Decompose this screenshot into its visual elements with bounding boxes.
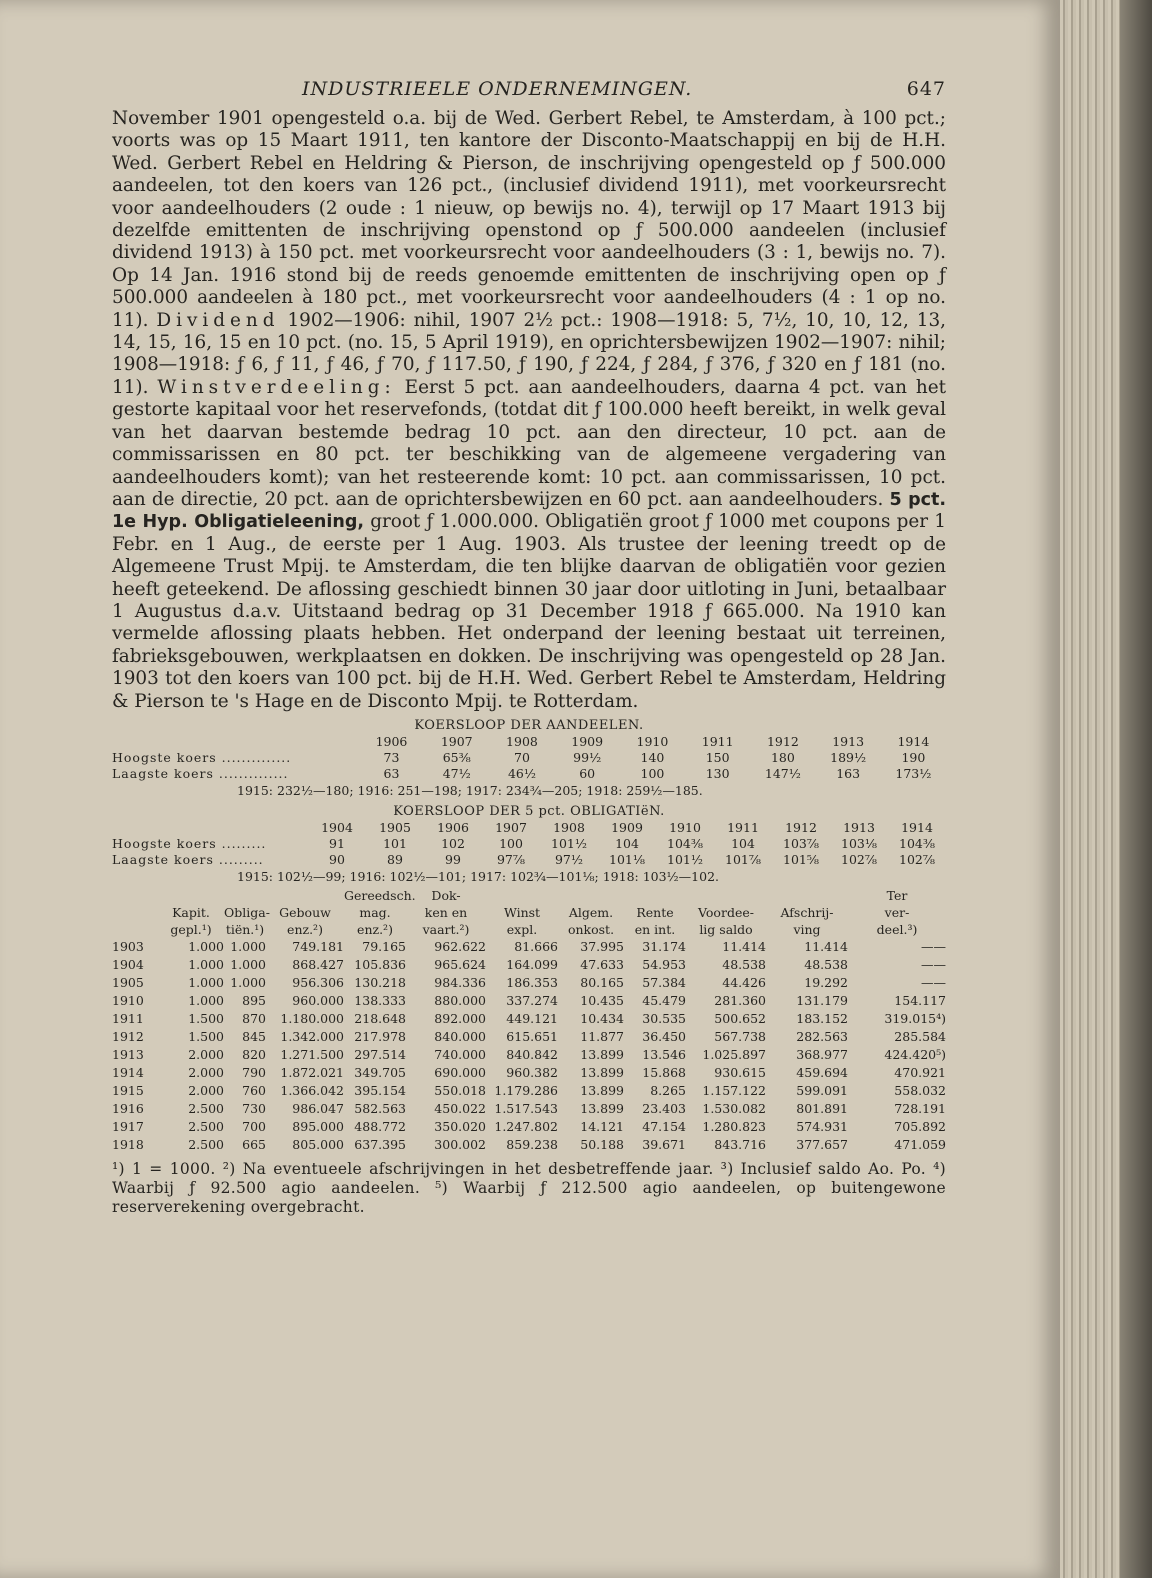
table-row: [112, 938, 946, 956]
table-cell: 48.538: [722, 956, 766, 972]
table-cell: 218.648: [354, 1010, 406, 1026]
table-cell: 47.154: [642, 1118, 686, 1134]
koersloop-aandeelen-summary: 1915: 232½—180; 1916: 251—198; 1917: 234¾—205; 1918: 259½—185.: [237, 782, 703, 798]
table-cell: 173½: [895, 765, 932, 781]
table-cell: 104⅜: [899, 835, 935, 851]
table-cell: 13.899: [580, 1100, 624, 1116]
table-cell: 749.181: [292, 938, 344, 954]
table-cell: 147½: [764, 765, 801, 781]
table-cell: 377.657: [796, 1136, 848, 1152]
column-header: Winst: [503, 904, 541, 920]
table-cell: 1.000: [230, 974, 266, 990]
table-cell: 1.342.000: [280, 1028, 344, 1044]
table-cell: 1.000: [188, 974, 224, 990]
year-cell: 1913: [843, 819, 875, 835]
table-cell: 700: [242, 1118, 266, 1134]
table-row: [112, 750, 946, 766]
table-cell: 97⅞: [496, 851, 526, 867]
table-header-row: [112, 904, 946, 921]
table-cell: 1.271.500: [280, 1046, 344, 1062]
koersloop-aandeelen-table: [112, 734, 946, 782]
table-cell: 285.584: [894, 1028, 946, 1044]
column-header: [112, 887, 158, 904]
table-cell: 960.382: [506, 1064, 558, 1080]
table-cell: 1.366.042: [280, 1082, 344, 1098]
table-cell: 986.047: [292, 1100, 344, 1116]
table-row: [112, 836, 946, 852]
body-text: [112, 108, 946, 713]
table-header-row: [112, 820, 946, 836]
year-cell: 1904: [112, 956, 144, 972]
table-cell: 574.931: [796, 1118, 848, 1134]
table-cell: 104⅜: [667, 835, 703, 851]
table-cell: 319.015⁴): [884, 1010, 946, 1026]
row-label: Hoogste koers .........: [112, 835, 267, 851]
table-cell: 13.899: [580, 1046, 624, 1062]
table-cell: 217.978: [354, 1028, 406, 1044]
year-cell: 1906: [375, 733, 408, 749]
table-cell: 190: [901, 749, 926, 765]
table-cell: 368.977: [796, 1046, 848, 1062]
table-cell: 870: [242, 1010, 266, 1026]
table-cell: 1.179.286: [494, 1082, 558, 1098]
year-cell: 1918: [112, 1136, 144, 1152]
table-cell: 960.000: [292, 992, 344, 1008]
table-row: [112, 1028, 946, 1046]
table-cell: 1.247.802: [494, 1118, 558, 1134]
year-cell: 1908: [506, 733, 538, 749]
row-label: Laagste koers .........: [112, 851, 264, 867]
table-cell: 895: [242, 992, 266, 1008]
table-cell: 100: [499, 835, 523, 851]
column-header: [624, 887, 686, 904]
table-cell: 73: [383, 749, 400, 765]
table-cell: 790: [242, 1064, 266, 1080]
koersloop-obligatien-summary: 1915: 102½—99; 1916: 102½—101; 1917: 102¾—101⅛; 1918: 103½—102.: [237, 868, 720, 884]
column-header: Algem.: [568, 904, 614, 920]
table-cell: 395.154: [354, 1082, 406, 1098]
table-row: [112, 1064, 946, 1082]
column-header: enz.²): [287, 921, 323, 937]
table-cell: 1.000: [188, 938, 224, 954]
table-cell: 1.500: [188, 1028, 224, 1044]
table-cell: 23.403: [642, 1100, 686, 1116]
table-cell: 11.414: [722, 938, 766, 954]
table-cell: 1.530.082: [702, 1100, 766, 1116]
table-row: [112, 956, 946, 974]
year-cell: 1911: [727, 819, 759, 835]
table-cell: 892.000: [434, 1010, 486, 1026]
table-row: [112, 974, 946, 992]
koersloop-aandeelen-caption: KOERSLOOP DER AANDEELEN.: [414, 717, 644, 733]
table-cell: 895.000: [292, 1118, 344, 1134]
year-cell: 1910: [636, 733, 669, 749]
table-cell: 11.414: [804, 938, 848, 954]
table-cell: 1.000: [230, 956, 266, 972]
obligatieleening-text: groot ƒ 1.000.000. Obligatiën groot ƒ 1000 met coupons per 1 Febr. en 1 Aug., de eerste per 1 Aug. 1903. Als trustee der leening treedt op de Algemeene Trust Mpij. te Amsterdam, die ten blijke daarvan de obligatiën voor gezien heeft geteekend. De aflossing geschiedt binnen 30 jaar door uitloting in Juni, betaalbaar 1 Augustus d.a.v. Uitstaand bedrag op 31 December 1918 ƒ 665.000. Na 1910 kan vermelde aflossing plaats hebben. Het onderpand der leening bestaat uit terreinen, fabrieksgebouwen, werkplaatsen en dokken. De inschrijving was opengesteld op 28 Jan. 1903 tot den koers van 100 pct. bij de H.H. Wed. Gerbert Rebel te Amsterdam, Heldring & Pierson te 's Hage en de Disconto Mpij. te Rotterdam.: [112, 511, 946, 712]
table-cell: 13.546: [642, 1046, 686, 1062]
table-cell: 740.000: [434, 1046, 486, 1062]
table-cell: ——: [921, 956, 946, 972]
winstverdeeling-label: Winstverdeeling:: [157, 376, 396, 398]
table-cell: 1.000: [188, 992, 224, 1008]
table-cell: 1.280.823: [702, 1118, 766, 1134]
table-cell: 730: [242, 1100, 266, 1116]
table-cell: 805.000: [292, 1136, 344, 1152]
table-cell: 183.152: [796, 1010, 848, 1026]
table-cell: 63: [383, 765, 400, 781]
column-header: [686, 887, 766, 904]
table-cell: 90: [329, 851, 345, 867]
table-cell: 189½: [830, 749, 867, 765]
table-cell: 154.117: [894, 992, 946, 1008]
table-cell: 19.292: [804, 974, 848, 990]
year-cell: 1916: [112, 1100, 144, 1116]
column-header: Ter: [886, 887, 908, 903]
table-header-row: [112, 921, 946, 938]
table-cell: 103⅛: [841, 835, 877, 851]
financial-results-table: [112, 887, 946, 1154]
table-row: [112, 1136, 946, 1154]
table-cell: 760: [242, 1082, 266, 1098]
koersloop-obligatien-caption: KOERSLOOP DER 5 pct. OBLIGATIëN.: [393, 803, 665, 819]
table-cell: 150: [705, 749, 730, 765]
table-cell: 50.188: [580, 1136, 624, 1152]
table-row: [112, 992, 946, 1010]
table-cell: 488.772: [354, 1118, 406, 1134]
table-cell: 567.738: [714, 1028, 766, 1044]
table-cell: 500.652: [714, 1010, 766, 1026]
year-cell: 1917: [112, 1118, 144, 1134]
table-row: [112, 1010, 946, 1028]
body-paragraph-issues: November 1901 opengesteld o.a. bij de Wed. Gerbert Rebel, te Amsterdam, à 100 pct.; voorts was op 15 Maart 1911, ten kantore der Disconto-Maatschappij en bij de H.H. Wed. Gerbert Rebel en Heldring & Pierson, de inschrijving opengesteld op ƒ 500.000 aandeelen, tot den koers van 126 pct., (inclusief dividend 1911), met voorkeursrecht voor aandeelhouders (2 oude : 1 nieuw, op bewijs no. 4), terwijl op 17 Maart 1913 bij dezelfde emittenten de inschrijving openstond op ƒ 500.000 aandeelen (inclusief dividend 1913) à 150 pct. met voorkeursrecht voor aandeelhouders (3 : 1, bewijs no. 7). Op 14 Jan. 1916 stond bij de reeds genoemde emittenten de inschrijving open op ƒ 500.000 aandeelen à 180 pct., met voorkeursrecht voor aandeelhouders (4 : 1 op no. 11).: [112, 108, 946, 331]
column-header: onkost.: [567, 921, 615, 937]
page-number: 647: [906, 78, 946, 100]
year-cell: 1913: [832, 733, 865, 749]
table-cell: 845: [242, 1028, 266, 1044]
table-cell: 281.360: [714, 992, 766, 1008]
table-cell: 868.427: [292, 956, 344, 972]
column-header: tiën.¹): [225, 921, 265, 937]
table-cell: 46½: [507, 765, 536, 781]
table-row: [112, 1046, 946, 1064]
table-cell: 637.395: [354, 1136, 406, 1152]
year-cell: 1912: [785, 819, 817, 835]
column-header: Dok-: [431, 887, 461, 903]
table-row: [112, 1118, 946, 1136]
column-header: Rente: [636, 904, 674, 920]
table-cell: 1.025.897: [702, 1046, 766, 1062]
year-cell: 1905: [379, 819, 411, 835]
column-header: gepl.¹): [170, 921, 212, 937]
table-cell: 859.238: [506, 1136, 558, 1152]
winstverdeeling-text: Eerst 5 pct. aan aandeelhouders, daarna 4 pct. van het gestorte kapitaal voor het reservefonds, (totdat dit ƒ 100.000 heeft bereikt, in welk geval van het daarvan bestemde bedrag 10 pct. aan den directeur, 10 pct. aan de commissarissen en 80 pct. ter beschikking van de algemeene vergadering van aandeelhouders komt); van het resteerende komt: 10 pct. aan commissarissen, 10 pct. aan de directie, 20 pct. aan de oprichtersbewijzen en 60 pct. aan aandeelhouders.: [112, 376, 946, 510]
table-cell: 180: [770, 749, 795, 765]
table-cell: 1.500: [188, 1010, 224, 1026]
table-cell: 65⅜: [442, 749, 471, 765]
table-cell: 100: [640, 765, 665, 781]
table-cell: 48.538: [804, 956, 848, 972]
column-header: mag.: [359, 904, 391, 920]
table-cell: 615.651: [506, 1028, 558, 1044]
table-cell: 14.121: [580, 1118, 624, 1134]
table-cell: 424.420⁵): [884, 1046, 946, 1062]
table-cell: 337.274: [506, 992, 558, 1008]
page-content: [112, 78, 946, 1217]
table-cell: 102: [441, 835, 465, 851]
table-cell: 101½: [551, 835, 587, 851]
table-cell: 81.666: [514, 938, 558, 954]
table-cell: 8.265: [650, 1082, 686, 1098]
column-header: expl.: [506, 921, 538, 937]
table-row: [112, 1100, 946, 1118]
table-cell: 2.500: [188, 1118, 224, 1134]
running-title: INDUSTRIEELE ONDERNEMINGEN.: [302, 78, 693, 100]
table-cell: 1.180.000: [280, 1010, 344, 1026]
table-cell: 10.434: [580, 1010, 624, 1026]
table-cell: 105.836: [354, 956, 406, 972]
table-cell: 130.218: [354, 974, 406, 990]
table-cell: 70: [514, 749, 530, 765]
table-cell: 820: [242, 1046, 266, 1062]
table-cell: 470.921: [894, 1064, 946, 1080]
dividend-text: 1902—1906: nihil, 1907 2½ pct.: 1908—1918: 5, 7½, 10, 10, 12, 13, 14, 15, 16, 15 en 10 pct. (no. 15, 5 April 1919), en oprichtersbewijzen 1902—1907: nihil; 1908—1918: ƒ 6, ƒ 11, ƒ 46, ƒ 70, ƒ 117.50, ƒ 190, ƒ 224, ƒ 284, ƒ 376, ƒ 320 en ƒ 181 (no. 11).: [112, 309, 946, 398]
table-cell: 1.000: [188, 956, 224, 972]
table-cell: 36.450: [642, 1028, 686, 1044]
table-cell: ——: [921, 938, 946, 954]
table-row: [112, 1082, 946, 1100]
table-cell: 1.517.543: [494, 1100, 558, 1116]
table-cell: 104: [731, 835, 755, 851]
table-cell: 843.716: [714, 1136, 766, 1152]
table-cell: 582.563: [354, 1100, 406, 1116]
table-cell: 450.022: [434, 1100, 486, 1116]
table-cell: 101⅞: [725, 851, 761, 867]
table-cell: 99: [445, 851, 461, 867]
year-cell: 1914: [112, 1064, 144, 1080]
table-cell: 101½: [667, 851, 703, 867]
table-cell: 930.615: [714, 1064, 766, 1080]
column-header: [486, 887, 558, 904]
table-cell: 186.353: [506, 974, 558, 990]
year-cell: 1903: [112, 938, 144, 954]
table-cell: 138.333: [354, 992, 406, 1008]
table-cell: 558.032: [894, 1082, 946, 1098]
table-cell: 2.500: [188, 1100, 224, 1116]
table-cell: 965.624: [434, 956, 486, 972]
year-cell: 1913: [112, 1046, 144, 1062]
year-cell: 1909: [571, 733, 604, 749]
table-cell: 1.872.021: [280, 1064, 344, 1080]
year-cell: 1908: [553, 819, 585, 835]
table-cell: 39.671: [642, 1136, 686, 1152]
table-cell: 2.500: [188, 1136, 224, 1152]
year-cell: 1904: [321, 819, 353, 835]
column-header: en int.: [634, 921, 676, 937]
table-cell: 962.622: [434, 938, 486, 954]
table-cell: 471.059: [894, 1136, 946, 1152]
year-cell: 1910: [112, 992, 144, 1008]
table-cell: 705.892: [894, 1118, 946, 1134]
year-cell: 1911: [701, 733, 734, 749]
table-cell: 10.435: [580, 992, 624, 1008]
table-cell: 37.995: [580, 938, 624, 954]
table-cell: ——: [921, 974, 946, 990]
column-header: Obliga-: [224, 904, 270, 920]
column-header: Gebouw: [279, 904, 331, 920]
column-header: [112, 921, 158, 938]
table-cell: 2.000: [188, 1082, 224, 1098]
table-cell: 97½: [554, 851, 584, 867]
table-cell: 840.842: [506, 1046, 558, 1062]
table-cell: 99½: [573, 749, 602, 765]
table-cell: 300.002: [434, 1136, 486, 1152]
table-row: [112, 766, 946, 782]
table-cell: 79.165: [362, 938, 406, 954]
column-header: lig saldo: [699, 921, 753, 937]
column-header: Voordee-: [698, 904, 754, 920]
row-label: Laagste koers ..............: [112, 765, 289, 781]
column-header: [266, 887, 344, 904]
row-label: Hoogste koers ..............: [112, 749, 292, 765]
column-header: ver-: [884, 904, 910, 920]
table-cell: 1.157.122: [702, 1082, 766, 1098]
table-cell: 801.891: [796, 1100, 848, 1116]
year-cell: 1912: [112, 1028, 144, 1044]
table-cell: 101: [383, 835, 407, 851]
table-cell: 297.514: [354, 1046, 406, 1062]
year-cell: 1911: [112, 1010, 144, 1026]
table-cell: 665: [242, 1136, 266, 1152]
table-cell: 11.877: [580, 1028, 624, 1044]
dividend-label: Dividend: [156, 309, 280, 331]
table-cell: 47½: [442, 765, 471, 781]
table-cell: 163: [836, 765, 861, 781]
year-cell: 1905: [112, 974, 144, 990]
year-cell: 1912: [766, 733, 799, 749]
table-header-row: [112, 887, 946, 904]
table-cell: 102⅞: [841, 851, 877, 867]
table-cell: 956.306: [292, 974, 344, 990]
table-cell: 349.705: [354, 1064, 406, 1080]
column-header: [158, 887, 224, 904]
table-cell: 31.174: [642, 938, 686, 954]
table-cell: 13.899: [580, 1082, 624, 1098]
column-header: [766, 887, 848, 904]
table-cell: 131.179: [796, 992, 848, 1008]
table-cell: 2.000: [188, 1064, 224, 1080]
table-cell: 550.018: [434, 1082, 486, 1098]
year-cell: 1907: [440, 733, 473, 749]
table-cell: 140: [640, 749, 665, 765]
column-header: deel.³): [876, 921, 918, 937]
column-header: vaart.²): [422, 921, 470, 937]
table-cell: 102⅞: [899, 851, 935, 867]
table-cell: 164.099: [506, 956, 558, 972]
table-cell: 103⅞: [783, 835, 819, 851]
obligatieleening-label: 5 pct. 1e Hyp. Obligatieleening,: [112, 489, 946, 533]
year-cell: 1909: [611, 819, 643, 835]
footnotes: ¹) 1 = 1000. ²) Na eventueele afschrijvingen in het desbetreffende jaar. ³) Inclusief saldo Ao. Po. ⁴) Waarbij ƒ 92.500 agio aandeelen. ⁵) Waarbij ƒ 212.500 agio aandeelen, op buitengewone reserverekening overgebracht.: [112, 1159, 946, 1216]
table-cell: 130: [705, 765, 730, 781]
table-row: [112, 852, 946, 868]
column-header: Afschrij-: [780, 904, 834, 920]
year-cell: 1906: [437, 819, 469, 835]
column-header: [224, 887, 266, 904]
table-cell: 104: [615, 835, 639, 851]
table-cell: 15.868: [642, 1064, 686, 1080]
year-cell: 1910: [669, 819, 701, 835]
table-cell: 13.899: [580, 1064, 624, 1080]
column-header: enz.²): [357, 921, 393, 937]
table-cell: 89: [387, 851, 403, 867]
koersloop-obligatien-table: [112, 820, 946, 868]
column-header: [558, 887, 624, 904]
table-cell: 80.165: [580, 974, 624, 990]
table-cell: 101⅛: [609, 851, 645, 867]
table-cell: 54.953: [642, 956, 686, 972]
table-cell: 599.091: [796, 1082, 848, 1098]
table-cell: 2.000: [188, 1046, 224, 1062]
table-cell: 30.535: [642, 1010, 686, 1026]
column-header: ken en: [424, 904, 468, 920]
year-cell: 1915: [112, 1082, 144, 1098]
table-cell: 282.563: [796, 1028, 848, 1044]
column-header: [112, 904, 158, 921]
table-cell: 91: [329, 835, 345, 851]
table-cell: 44.426: [722, 974, 766, 990]
table-cell: 57.384: [642, 974, 686, 990]
table-cell: 449.121: [506, 1010, 558, 1026]
table-cell: 60: [579, 765, 596, 781]
column-header: ving: [793, 921, 821, 937]
table-cell: 45.479: [642, 992, 686, 1008]
table-header-row: [112, 734, 946, 750]
table-cell: 1.000: [230, 938, 266, 954]
year-cell: 1914: [897, 733, 930, 749]
table-cell: 690.000: [434, 1064, 486, 1080]
year-cell: 1914: [901, 819, 933, 835]
table-cell: 984.336: [434, 974, 486, 990]
book-spine-edge: [1060, 0, 1152, 1578]
table-cell: 101⅝: [783, 851, 819, 867]
year-cell: 1907: [495, 819, 527, 835]
table-cell: 350.020: [434, 1118, 486, 1134]
table-cell: 47.633: [580, 956, 624, 972]
table-cell: 459.694: [796, 1064, 848, 1080]
column-header: Kapit.: [172, 904, 210, 920]
table-cell: 880.000: [434, 992, 486, 1008]
running-header: [112, 78, 946, 108]
column-header: Gereedsch.: [344, 887, 416, 903]
table-cell: 840.000: [434, 1028, 486, 1044]
table-cell: 728.191: [894, 1100, 946, 1116]
